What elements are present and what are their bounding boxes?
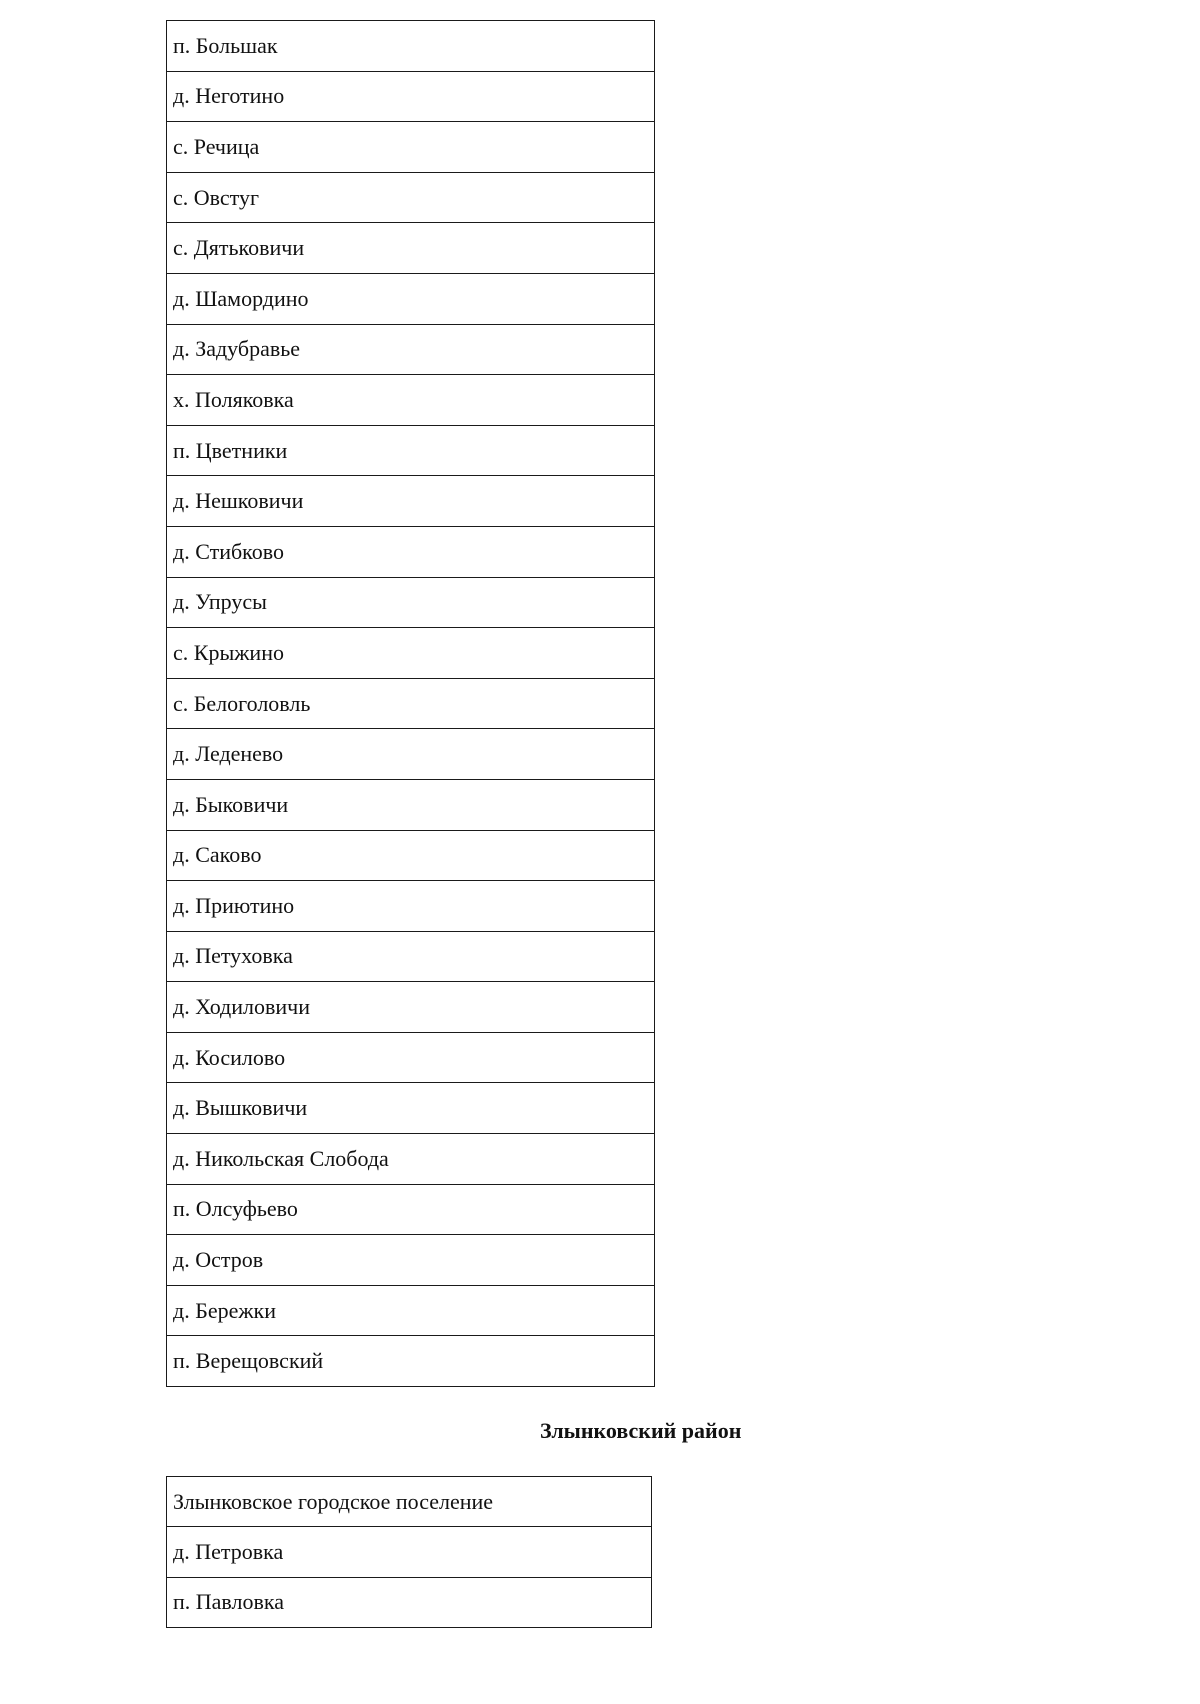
- table-row: [167, 729, 655, 780]
- table-cell: д. Задубравье: [167, 324, 655, 375]
- table-cell: с. Речица: [167, 122, 655, 173]
- table-cell: п. Олсуфьево: [167, 1184, 655, 1235]
- table-row: [167, 1527, 652, 1577]
- table-cell: п. Павловка: [167, 1577, 652, 1627]
- district-settlements-table: [166, 1476, 652, 1628]
- table-cell: д. Вышковичи: [167, 1083, 655, 1134]
- table-row: [167, 1032, 655, 1083]
- table-cell: с. Белоголовль: [167, 678, 655, 729]
- table-cell: д. Приютино: [167, 881, 655, 932]
- table-row: [167, 476, 655, 527]
- table-cell: с. Дятьковичи: [167, 223, 655, 274]
- table-cell: х. Поляковка: [167, 375, 655, 426]
- table-cell: д. Шамордино: [167, 273, 655, 324]
- settlements-table-body: [167, 21, 655, 1387]
- table-row: [167, 678, 655, 729]
- table-row: [167, 273, 655, 324]
- table-row: [167, 375, 655, 426]
- table-row: [167, 526, 655, 577]
- table-row: [167, 21, 655, 72]
- table-row: [167, 324, 655, 375]
- table-cell: д. Петровка: [167, 1527, 652, 1577]
- table-row: [167, 982, 655, 1033]
- section-heading: Злынковский район: [540, 1418, 742, 1443]
- table-cell: п. Цветники: [167, 425, 655, 476]
- table-row: [167, 1336, 655, 1387]
- table-row: [167, 1083, 655, 1134]
- table-row: [167, 1235, 655, 1286]
- settlements-table: [166, 20, 655, 1387]
- table-row: [167, 223, 655, 274]
- table-cell: д. Косилово: [167, 1032, 655, 1083]
- table-cell: п. Верещовский: [167, 1336, 655, 1387]
- district-settlements-table-body: [167, 1477, 652, 1628]
- table-cell: д. Неготино: [167, 71, 655, 122]
- table-row: [167, 71, 655, 122]
- table-row: [167, 779, 655, 830]
- table-cell: д. Петуховка: [167, 931, 655, 982]
- table-cell: д. Саково: [167, 830, 655, 881]
- table-row: [167, 122, 655, 173]
- table-row: [167, 830, 655, 881]
- table-row: [167, 1285, 655, 1336]
- table-row: [167, 577, 655, 628]
- table-row: [167, 931, 655, 982]
- table-row: [167, 1577, 652, 1627]
- table-cell: д. Упрусы: [167, 577, 655, 628]
- table-cell: д. Нешковичи: [167, 476, 655, 527]
- table-row: [167, 1184, 655, 1235]
- table-row: [167, 1477, 652, 1527]
- table-row: [167, 628, 655, 679]
- table-row: [167, 1134, 655, 1185]
- table-cell: п. Большак: [167, 21, 655, 72]
- table-cell: д. Ходиловичи: [167, 982, 655, 1033]
- table-cell: с. Крыжино: [167, 628, 655, 679]
- table-cell: Злынковское городское поселение: [167, 1477, 652, 1527]
- table-cell: д. Никольская Слобода: [167, 1134, 655, 1185]
- table-cell: д. Стибково: [167, 526, 655, 577]
- table-cell: д. Бережки: [167, 1285, 655, 1336]
- table-row: [167, 881, 655, 932]
- table-cell: д. Леденево: [167, 729, 655, 780]
- table-row: [167, 172, 655, 223]
- table-cell: с. Овстуг: [167, 172, 655, 223]
- table-row: [167, 425, 655, 476]
- table-cell: д. Быковичи: [167, 779, 655, 830]
- table-cell: д. Остров: [167, 1235, 655, 1286]
